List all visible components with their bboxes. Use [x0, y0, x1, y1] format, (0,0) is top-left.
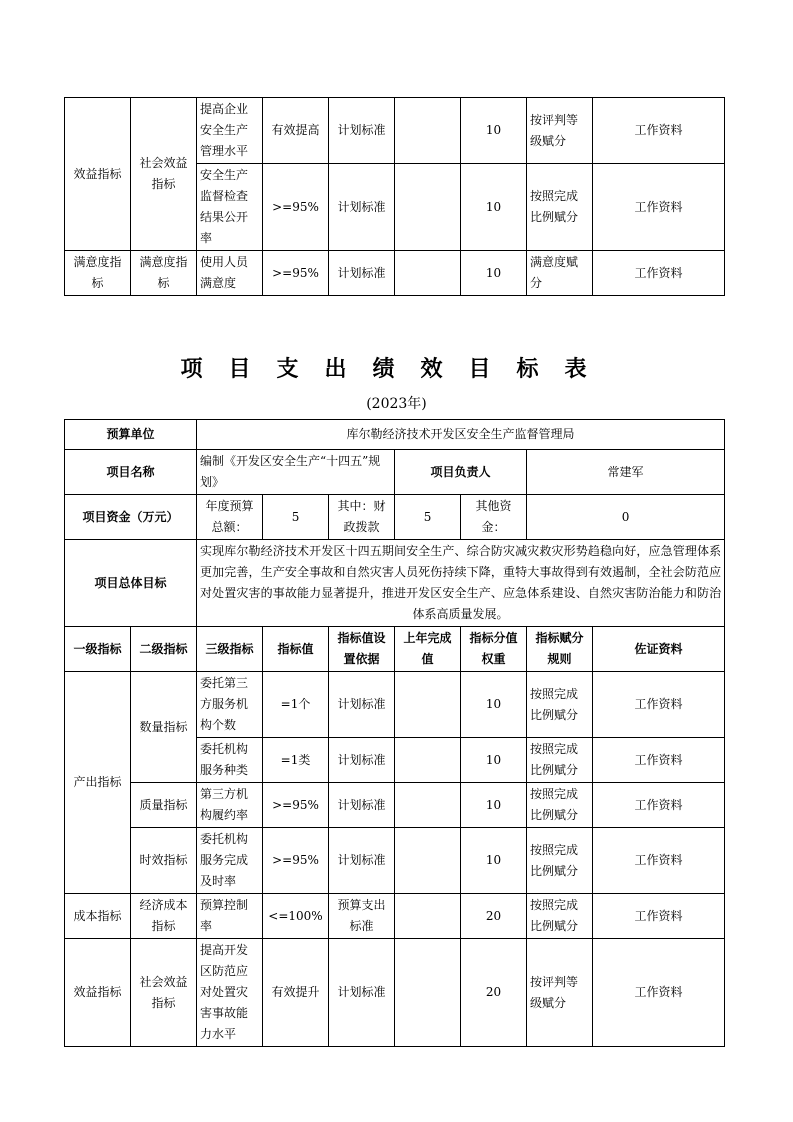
- table-row: [65, 98, 725, 164]
- level3-cell: 第三方机构履约率: [197, 783, 263, 828]
- level3-cell: 委托第三方服务机构个数: [197, 672, 263, 738]
- basis-cell: 计划标准: [329, 164, 395, 251]
- rule-cell: 按照完成比例赋分: [527, 783, 593, 828]
- table-row: [65, 783, 725, 828]
- basis-cell: 计划标准: [329, 828, 395, 894]
- header-cell: 二级指标: [131, 627, 197, 672]
- weight-cell: 20: [461, 939, 527, 1047]
- basis-cell: 预算支出标准: [329, 894, 395, 939]
- evidence-cell: 工作资料: [593, 672, 725, 738]
- level2-cell: 经济成本指标: [131, 894, 197, 939]
- evidence-cell: 工作资料: [593, 98, 725, 164]
- funds-label: 项目资金（万元）: [65, 495, 197, 540]
- table-row: [65, 828, 725, 894]
- rule-cell: 按评判等级赋分: [527, 939, 593, 1047]
- table-row: [65, 450, 725, 495]
- value-cell: 有效提升: [263, 939, 329, 1047]
- level1-cell: 效益指标: [65, 939, 131, 1047]
- performance-target-table: [64, 419, 725, 1047]
- value-cell: <=100%: [263, 894, 329, 939]
- last-year-cell: [395, 672, 461, 738]
- value-cell: >=95%: [263, 783, 329, 828]
- weight-cell: 10: [461, 738, 527, 783]
- value-cell: >=95%: [263, 828, 329, 894]
- header-cell: 指标值设置依据: [329, 627, 395, 672]
- table-row: [65, 420, 725, 450]
- basis-cell: 计划标准: [329, 939, 395, 1047]
- rule-cell: 按评判等级赋分: [527, 98, 593, 164]
- header-row: [65, 627, 725, 672]
- level2-cell: 社会效益指标: [131, 939, 197, 1047]
- header-cell: 佐证资料: [593, 627, 725, 672]
- level3-cell: 委托机构服务完成及时率: [197, 828, 263, 894]
- page-subtitle: (2023年): [366, 396, 427, 412]
- value-cell: >=95%: [263, 251, 329, 296]
- goal-text: 实现库尔勒经济技术开发区十四五期间安全生产、综合防灾减灾救灾形势趋稳向好，应急管理体系更加完善，生产安全事故和自然灾害人员死伤持续下降，重特大事故得到有效遏制，全社会防范应对处置灾害的事故能力显著提升，推进开发区安全生产、应急体系建设、自然灾害防治能力和防治体系高质量发展。: [197, 540, 725, 627]
- weight-cell: 10: [461, 828, 527, 894]
- table-row: [65, 251, 725, 296]
- fiscal-value: 5: [395, 495, 461, 540]
- manager-label: 项目负责人: [395, 450, 527, 495]
- value-cell: =1个: [263, 672, 329, 738]
- evidence-cell: 工作资料: [593, 828, 725, 894]
- project-name-label: 项目名称: [65, 450, 197, 495]
- evidence-cell: 工作资料: [593, 251, 725, 296]
- table-row: [65, 939, 725, 1047]
- level1-cell: 产出指标: [65, 672, 131, 894]
- level2-cell: 质量指标: [131, 783, 197, 828]
- evidence-cell: 工作资料: [593, 939, 725, 1047]
- basis-cell: 计划标准: [329, 672, 395, 738]
- unit-label: 预算单位: [65, 420, 197, 450]
- evidence-cell: 工作资料: [593, 738, 725, 783]
- level2-cell: 时效指标: [131, 828, 197, 894]
- rule-cell: 满意度赋分: [527, 251, 593, 296]
- project-name-value: 编制《开发区安全生产“十四五”规划》: [197, 450, 395, 495]
- table-row: [65, 672, 725, 738]
- last-year-cell: [395, 98, 461, 164]
- last-year-cell: [395, 783, 461, 828]
- rule-cell: 按照完成比例赋分: [527, 672, 593, 738]
- header-cell: 指标分值权重: [461, 627, 527, 672]
- last-year-cell: [395, 164, 461, 251]
- level3-cell: 安全生产监督检查结果公开率: [197, 164, 263, 251]
- manager-value: 常建军: [527, 450, 725, 495]
- basis-cell: 计划标准: [329, 251, 395, 296]
- other-value: 0: [527, 495, 725, 540]
- fiscal-label: 其中：财政拨款: [329, 495, 395, 540]
- level1-cell: 成本指标: [65, 894, 131, 939]
- rule-cell: 按照完成比例赋分: [527, 828, 593, 894]
- level2-cell: 数量指标: [131, 672, 197, 783]
- level1-cell: 效益指标: [65, 98, 131, 251]
- level2-cell: 社会效益指标: [131, 98, 197, 251]
- annual-budget-label: 年度预算总额：: [197, 495, 263, 540]
- header-cell: 上年完成值: [395, 627, 461, 672]
- last-year-cell: [395, 251, 461, 296]
- last-year-cell: [395, 939, 461, 1047]
- header-cell: 指标值: [263, 627, 329, 672]
- continuation-table: [64, 97, 725, 296]
- weight-cell: 10: [461, 672, 527, 738]
- last-year-cell: [395, 828, 461, 894]
- basis-cell: 计划标准: [329, 98, 395, 164]
- rule-cell: 按照完成比例赋分: [527, 738, 593, 783]
- header-cell: 一级指标: [65, 627, 131, 672]
- level3-cell: 使用人员满意度: [197, 251, 263, 296]
- unit-value: 库尔勒经济技术开发区安全生产监督管理局: [197, 420, 725, 450]
- weight-cell: 10: [461, 98, 527, 164]
- level1-cell: 满意度指标: [65, 251, 131, 296]
- value-cell: =1类: [263, 738, 329, 783]
- level3-cell: 预算控制率: [197, 894, 263, 939]
- value-cell: 有效提高: [263, 98, 329, 164]
- header-cell: 指标赋分规则: [527, 627, 593, 672]
- goal-label: 项目总体目标: [65, 540, 197, 627]
- evidence-cell: 工作资料: [593, 894, 725, 939]
- level2-cell: 满意度指标: [131, 251, 197, 296]
- last-year-cell: [395, 738, 461, 783]
- weight-cell: 10: [461, 164, 527, 251]
- rule-cell: 按照完成比例赋分: [527, 894, 593, 939]
- table-row: [65, 894, 725, 939]
- table-row: [65, 540, 725, 627]
- other-label: 其他资金：: [461, 495, 527, 540]
- annual-budget-value: 5: [263, 495, 329, 540]
- header-cell: 三级指标: [197, 627, 263, 672]
- table-row: [65, 495, 725, 540]
- basis-cell: 计划标准: [329, 738, 395, 783]
- value-cell: >=95%: [263, 164, 329, 251]
- last-year-cell: [395, 894, 461, 939]
- evidence-cell: 工作资料: [593, 164, 725, 251]
- page-title: 项目支出绩效目标表: [180, 357, 613, 382]
- rule-cell: 按照完成比例赋分: [527, 164, 593, 251]
- level3-cell: 提高开发区防范应对处置灾害事故能力水平: [197, 939, 263, 1047]
- weight-cell: 10: [461, 783, 527, 828]
- weight-cell: 10: [461, 251, 527, 296]
- level3-cell: 委托机构服务种类: [197, 738, 263, 783]
- basis-cell: 计划标准: [329, 783, 395, 828]
- weight-cell: 20: [461, 894, 527, 939]
- level3-cell: 提高企业安全生产管理水平: [197, 98, 263, 164]
- evidence-cell: 工作资料: [593, 783, 725, 828]
